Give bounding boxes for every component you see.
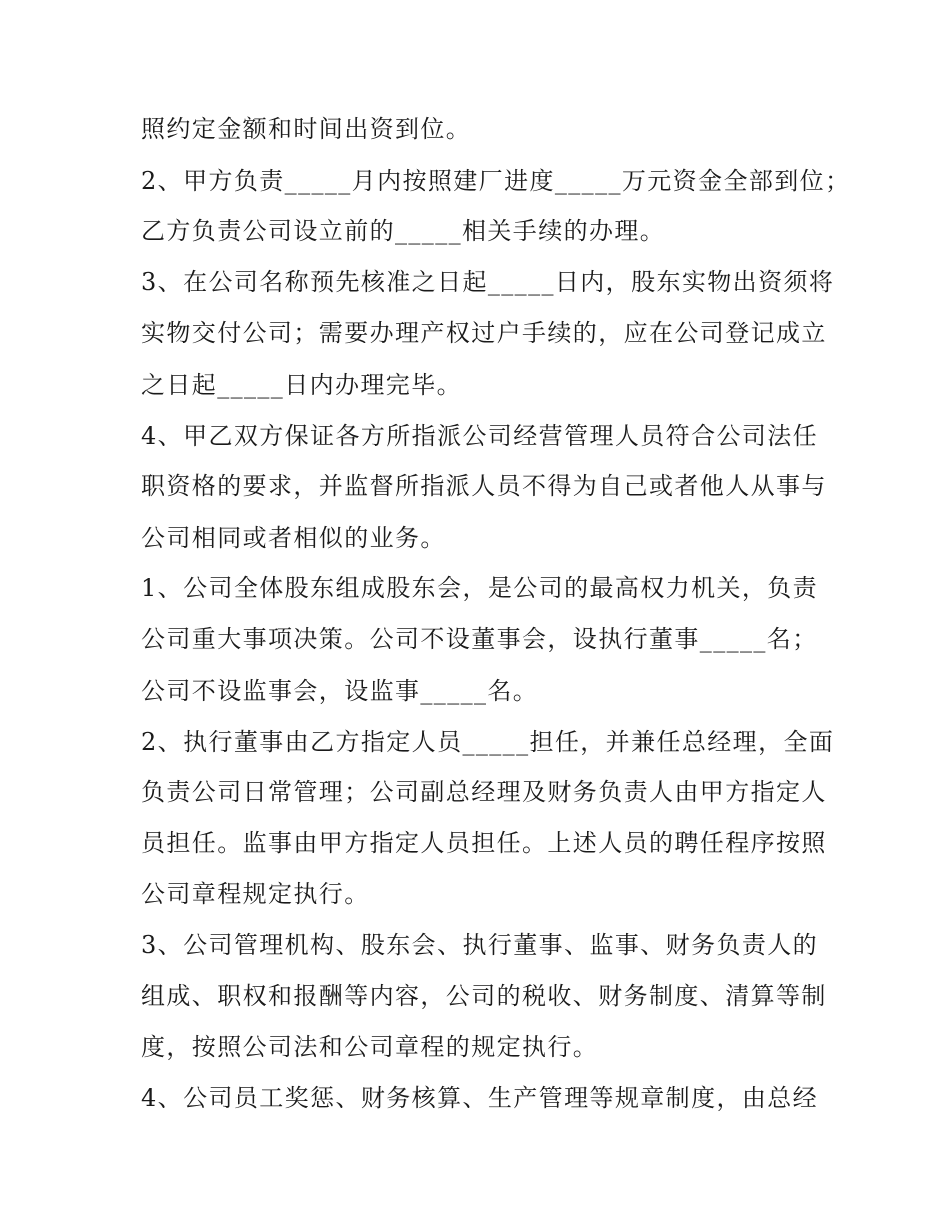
text-line: 组成、职权和报酬等内容，公司的税收、财务制度、清算等制	[141, 982, 827, 1010]
text-line: 员担任。监事由甲方指定人员担任。上述人员的聘任程序按照	[141, 829, 827, 857]
text-line: 职资格的要求，并监督所指派人员不得为自己或者他人从事与	[141, 472, 827, 500]
text-line: 2、执行董事由乙方指定人员_____担任，并兼任总经理，全面	[141, 728, 835, 756]
text-line: 2、甲方负责_____月内按照建厂进度_____万元资金全部到位；	[141, 167, 851, 195]
text-line: 负责公司日常管理；公司副总经理及财务负责人由甲方指定人	[141, 778, 827, 806]
text-line: 公司相同或者相似的业务。	[141, 524, 446, 552]
text-line: 公司不设监事会，设监事_____名。	[141, 677, 539, 705]
text-line: 照约定金额和时间出资到位。	[141, 115, 472, 143]
text-line: 3、公司管理机构、股东会、执行董事、监事、财务负责人的	[141, 931, 819, 959]
text-line: 4、公司员工奖惩、财务核算、生产管理等规章制度，由总经	[141, 1084, 819, 1112]
text-line: 4、甲乙双方保证各方所指派公司经营管理人员符合公司法任	[141, 422, 819, 450]
text-line: 3、在公司名称预先核准之日起_____日内，股东实物出资须将	[141, 268, 835, 296]
text-line: 1、公司全体股东组成股东会，是公司的最高权力机关，负责	[141, 574, 819, 602]
text-line: 度，按照公司法和公司章程的规定执行。	[141, 1033, 599, 1061]
text-line: 乙方负责公司设立前的_____相关手续的办理。	[141, 217, 666, 245]
text-line: 公司章程规定执行。	[141, 880, 370, 908]
text-line: 实物交付公司；需要办理产权过户手续的，应在公司登记成立	[141, 319, 827, 347]
text-line: 之日起_____日内办理完毕。	[141, 371, 462, 399]
text-line: 公司重大事项决策。公司不设董事会，设执行董事_____名；	[141, 625, 818, 653]
